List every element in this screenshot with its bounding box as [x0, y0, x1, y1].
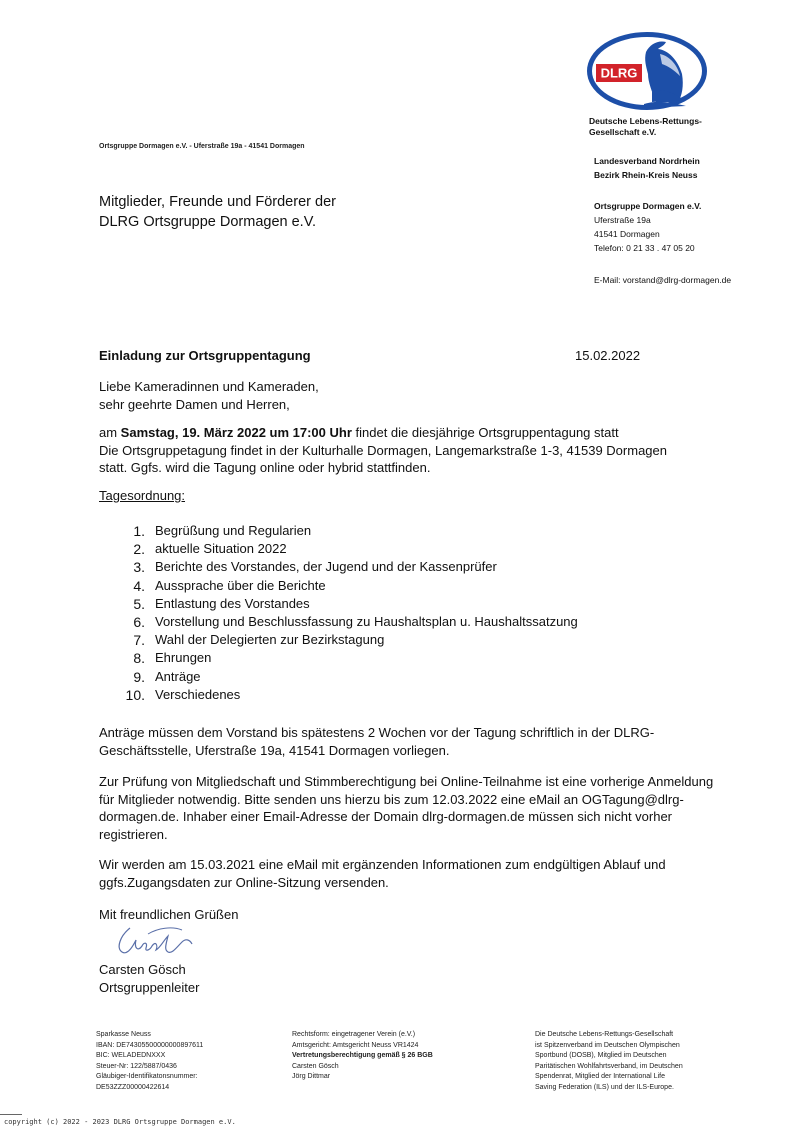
footer-line: Amtsgericht: Amtsgericht Neuss VR1424	[292, 1041, 419, 1049]
footer-line: IBAN: DE74305500000000897611	[96, 1041, 204, 1049]
footer-line: Jörg Dittmar	[292, 1073, 331, 1080]
footer-line: Paritätischen Wohlfahrtsverband, im Deutschen	[535, 1062, 683, 1070]
agenda-item	[115, 649, 578, 667]
footer-line: Saving Federation (ILS) und der ILS-Europe.	[535, 1083, 674, 1091]
signer-block	[99, 961, 199, 997]
agenda-list	[115, 522, 578, 704]
address-line: 41541 Dormagen	[594, 229, 660, 239]
footer-legal	[292, 1030, 433, 1083]
agenda-text: Berichte des Vorstandes, der Jugend und der Kassenprüfer	[155, 559, 497, 575]
footer-rule	[0, 1114, 22, 1115]
agenda-item	[115, 668, 578, 686]
organization-name-line: Deutsche Lebens-Rettungs-	[589, 116, 702, 126]
agenda-item	[115, 577, 578, 595]
closing: Mit freundlichen Grüßen	[99, 907, 239, 922]
agenda-text: Entlastung des Vorstandes	[155, 595, 310, 611]
verband-line: Bezirk Rhein-Kreis Neuss	[594, 170, 698, 180]
info-line: ggfs.Zugangsdaten zur Online-Sitzung versenden.	[99, 874, 389, 890]
agenda-number: 9.	[133, 668, 145, 685]
agenda-item	[115, 540, 578, 558]
agenda-text: Begrüßung und Regularien	[155, 523, 312, 538]
intro-line: statt. Ggfs. wird die Tagung online oder hybrid stattfinden.	[99, 460, 431, 475]
footer-line: BIC: WELADEDNXXX	[96, 1052, 166, 1059]
footer-line: Die Deutsche Lebens-Rettungs-Gesellschaft	[535, 1031, 674, 1038]
antraege-line: Anträge müssen dem Vorstand bis spätestens 2 Wochen vor der Tagung schriftlich in der DLRG-	[99, 725, 655, 740]
footer-line: Sportbund (DOSB), Mitglied im Deutschen	[535, 1052, 667, 1059]
intro-post: findet die diesjährige Ortsgruppentagung statt	[351, 425, 619, 440]
logo-text: DLRG	[600, 65, 638, 81]
agenda-text: Verschiedenes	[155, 686, 241, 702]
agenda-text: Vorstellung und Beschlussfassung zu Haushaltsplan u. Haushaltssatzung	[155, 613, 578, 629]
agenda-item	[115, 522, 578, 540]
signer-role: Ortsgruppenleiter	[99, 980, 200, 995]
intro-line: Die Ortsgruppetagung findet in der Kulturhalle Dormagen, Langemarkstraße 1-3, 41539 Dormagen	[99, 442, 667, 458]
footer-line: DE53ZZZ00000422614	[96, 1083, 170, 1091]
footer-line: ist Spitzenverband im Deutschen Olympischen	[535, 1041, 680, 1049]
intro-line	[99, 424, 719, 442]
info-paragraph	[99, 856, 739, 891]
antraege-line: Geschäftsstelle, Uferstraße 19a, 41541 Dormagen vorliegen.	[99, 742, 450, 758]
agenda-item	[115, 631, 578, 649]
footer-line: Sparkasse Neuss	[96, 1031, 151, 1038]
intro-paragraph	[99, 424, 719, 477]
agenda-number: 3.	[133, 559, 145, 576]
pruefung-paragraph	[99, 773, 759, 843]
pruefung-line: Zur Prüfung von Mitgliedschaft und Stimmberechtigung bei Online-Teilnahme ist eine vorherige Anmeldung	[99, 774, 714, 789]
recipient-block	[99, 192, 336, 232]
sender-line: Ortsgruppe Dormagen e.V. - Uferstraße 19a - 41541 Dormagen	[99, 143, 305, 150]
organization-name	[589, 116, 702, 138]
agenda-number: 8.	[133, 650, 145, 667]
footer-line: Steuer-Nr: 122/5887/0436	[96, 1062, 177, 1070]
agenda-text: Wahl der Delegierten zur Bezirkstagung	[155, 632, 385, 648]
address-line: Uferstraße 19a	[594, 215, 651, 225]
info-line: Wir werden am 15.03.2021 eine eMail mit ergänzenden Informationen zum endgültigen Ablauf und	[99, 857, 666, 872]
agenda-item	[115, 595, 578, 613]
agenda-item	[115, 613, 578, 631]
letter-date: 15.02.2022	[575, 348, 641, 363]
footer-line: Gläubiger-Identifikatonsnummer:	[96, 1073, 198, 1080]
pruefung-line: registrieren.	[99, 826, 168, 842]
footer-line: Spendenrat, Mitglied der International Life	[535, 1073, 665, 1080]
salutation	[99, 378, 699, 413]
recipient-line: DLRG Ortsgruppe Dormagen e.V.	[99, 214, 317, 230]
verband-block	[594, 154, 700, 182]
footer-line: Vertretungsberechtigung gemäß § 26 BGB	[292, 1052, 433, 1059]
pruefung-line: für Mitglieder notwendig. Bitte senden uns hierzu bis zum 12.03.2022 eine eMail an OGTagung@dlrg-	[99, 791, 684, 807]
handwritten-signature	[112, 918, 202, 960]
agenda-number: 1.	[133, 523, 145, 539]
salutation-line: Liebe Kameradinnen und Kameraden,	[99, 379, 319, 394]
agenda-text: aktuelle Situation 2022	[155, 541, 287, 557]
agenda-number: 4.	[133, 577, 145, 594]
email-line: E-Mail: vorstand@dlrg-dormagen.de	[594, 275, 732, 285]
copyright-notice: copyright (c) 2022 - 2023 DLRG Ortsgruppe Dormagen e.V.	[4, 1118, 236, 1126]
antraege-paragraph	[99, 724, 719, 759]
agenda-number: 2.	[133, 541, 145, 558]
footer-bank	[96, 1030, 203, 1093]
agenda-number: 5.	[133, 595, 145, 612]
meeting-datetime: Samstag, 19. März 2022 um 17:00 Uhr	[120, 425, 352, 440]
agenda-number: 7.	[133, 632, 145, 649]
verband-line: Landesverband Nordrhein	[594, 156, 700, 166]
letter-title: Einladung zur Ortsgruppentagung	[99, 348, 311, 363]
agenda-item	[115, 686, 578, 704]
agenda-text: Ehrungen	[155, 650, 212, 666]
signer-name: Carsten Gösch	[99, 962, 186, 977]
agenda-number: 10.	[125, 686, 145, 703]
footer-association	[535, 1030, 683, 1093]
agenda-number: 6.	[133, 613, 145, 630]
organization-name-line: Gesellschaft e.V.	[589, 127, 657, 137]
recipient-line: Mitglieder, Freunde und Förderer der	[99, 194, 336, 210]
phone-line: Telefon: 0 21 33 . 47 05 20	[594, 243, 695, 253]
footer-line: Rechtsform: eingetragener Verein (e.V.)	[292, 1031, 416, 1038]
address-title: Ortsgruppe Dormagen e.V.	[594, 201, 702, 211]
salutation-line: sehr geehrte Damen und Herren,	[99, 396, 290, 412]
agenda-text: Aussprache über die Berichte	[155, 577, 326, 593]
footer-line: Carsten Gösch	[292, 1062, 339, 1070]
pruefung-line: dormagen.de. Inhaber einer Email-Adresse der Domain dlrg-dormagen.de müssen sich nicht vorher	[99, 809, 673, 824]
address-block	[594, 199, 701, 255]
agenda-item	[115, 558, 578, 576]
agenda-text: Anträge	[155, 668, 201, 684]
intro-pre: am	[99, 425, 121, 440]
agenda-heading: Tagesordnung:	[99, 488, 186, 503]
dlrg-eagle-logo	[586, 30, 708, 112]
